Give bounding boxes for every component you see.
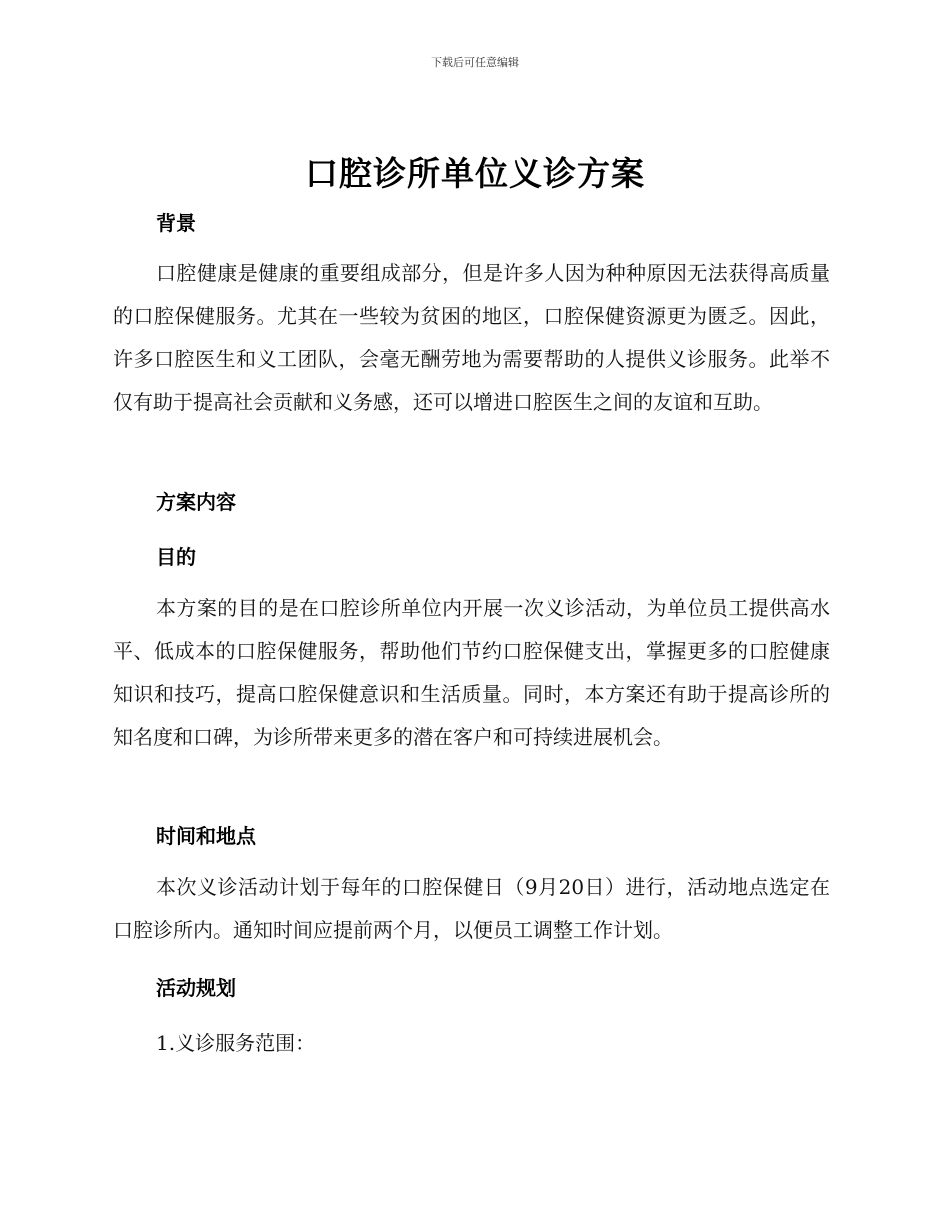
header-note: 下载后可任意编辑: [431, 56, 519, 69]
paragraph-time-place: 本次义诊活动计划于每年的口腔保健日（9月20日）进行，活动地点选定在口腔诊所内。通知时间应提前两个月，以便员工调整工作计划。: [113, 875, 830, 942]
paragraph-background: 口腔健康是健康的重要组成部分，但是许多人因为种种原因无法获得高质量的口腔保健服务。尤其在一些较为贫困的地区，口腔保健资源更为匮乏。因此，许多口腔医生和义工团队，会毫无酬劳地为需要帮助的人提供义诊服务。此举不仅有助于提高社会贡献和义务感，还可以增进口腔医生之间的友谊和互助。: [113, 261, 830, 414]
paragraph-purpose: 本方案的目的是在口腔诊所单位内开展一次义诊活动，为单位员工提供高水平、低成本的口腔保健服务，帮助他们节约口腔保健支出，掌握更多的口腔健康知识和技巧，提高口腔保健意识和生活质量。同时，本方案还有助于提高诊所的知名度和口碑，为诊所带来更多的潜在客户和可持续进展机会。: [113, 596, 830, 749]
heading-purpose: 目的: [156, 545, 196, 569]
list-item-service-scope: 1.义诊服务范围：: [156, 1031, 316, 1055]
heading-plan-content: 方案内容: [156, 490, 236, 514]
heading-background: 背景: [156, 211, 196, 235]
document-title: 口腔诊所单位义诊方案: [305, 154, 645, 193]
heading-time-place: 时间和地点: [156, 824, 256, 848]
heading-activity-plan: 活动规划: [156, 976, 236, 1000]
